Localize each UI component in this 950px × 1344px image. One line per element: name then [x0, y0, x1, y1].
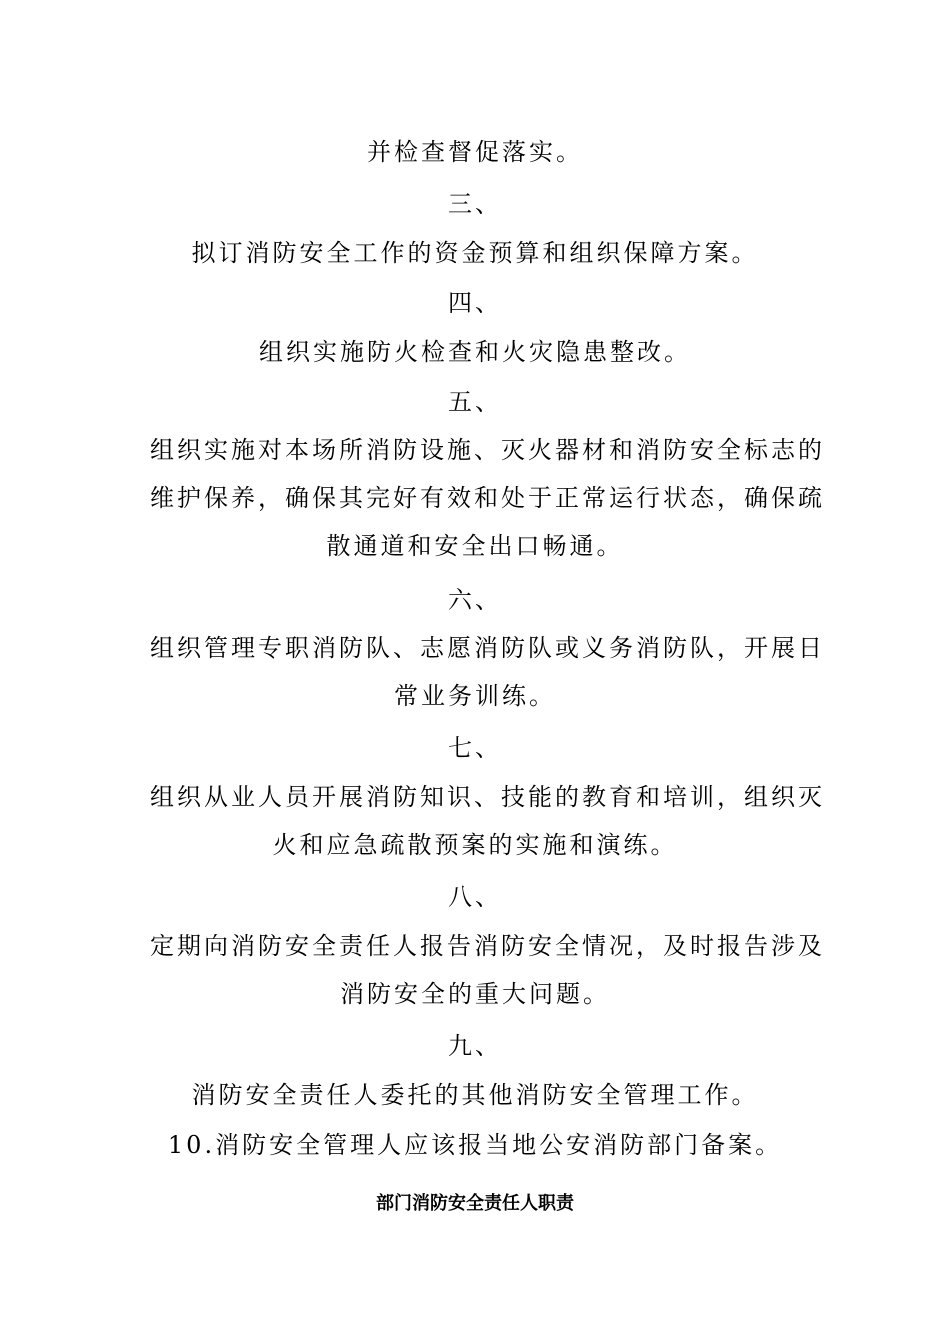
- paragraph-4: [150, 328, 800, 376]
- paragraph-6: [150, 624, 825, 720]
- section-heading: 六、: [448, 586, 502, 614]
- paragraph-5: [150, 426, 825, 570]
- text-line: 定期向消防安全责任人报告消防安全情况，及时报告涉及: [150, 932, 825, 960]
- text-line: 散通道和安全出口畅通。: [326, 532, 624, 560]
- section-heading: 三、: [448, 190, 502, 218]
- text-line: 消防安全责任人委托的其他消防安全管理工作。: [191, 1081, 759, 1109]
- section-heading: 七、: [448, 734, 502, 762]
- text-line: 并检查督促落实。: [367, 138, 583, 166]
- section-heading: 五、: [448, 388, 502, 416]
- text-line: 组织管理专职消防队、志愿消防队或义务消防队，开展日: [150, 634, 825, 662]
- text-line: 常业务训练。: [394, 682, 556, 710]
- text-line: 维护保养，确保其完好有效和处于正常运行状态，确保疏: [150, 484, 825, 512]
- section-number-4: [150, 279, 800, 327]
- paragraph-9: [150, 1071, 800, 1119]
- text-line: 组织从业人员开展消防知识、技能的教育和培训，组织灭: [150, 783, 825, 811]
- text-line: 消防安全的重大问题。: [340, 980, 610, 1008]
- text-line: 火和应急疏散预案的实施和演练。: [272, 831, 678, 859]
- paragraph-7: [150, 773, 825, 869]
- section-number-9: [150, 1022, 800, 1070]
- text-line: 组织实施防火检查和火灾隐患整改。: [259, 338, 691, 366]
- paragraph-10: [150, 1121, 800, 1169]
- section-number-5: [150, 378, 800, 426]
- section-number-7: [150, 724, 800, 772]
- text-line: 组织实施对本场所消防设施、灭火器材和消防安全标志的: [150, 436, 825, 464]
- next-section-title: 部门消防安全责任人职责: [376, 1193, 574, 1214]
- section-number-8: [150, 873, 800, 921]
- section-number-3: [150, 180, 800, 228]
- section-number-6: [150, 576, 800, 624]
- text-line: 10.消防安全管理人应该报当地公安消防部门备案。: [167, 1131, 783, 1159]
- text-line: 拟订消防安全工作的资金预算和组织保障方案。: [191, 239, 759, 267]
- section-heading: 九、: [448, 1032, 502, 1060]
- paragraph-8: [150, 922, 825, 1018]
- section-heading: 四、: [448, 289, 502, 317]
- paragraph-3: [150, 229, 800, 277]
- section-heading: 八、: [448, 883, 502, 911]
- paragraph-continuation: [150, 128, 800, 176]
